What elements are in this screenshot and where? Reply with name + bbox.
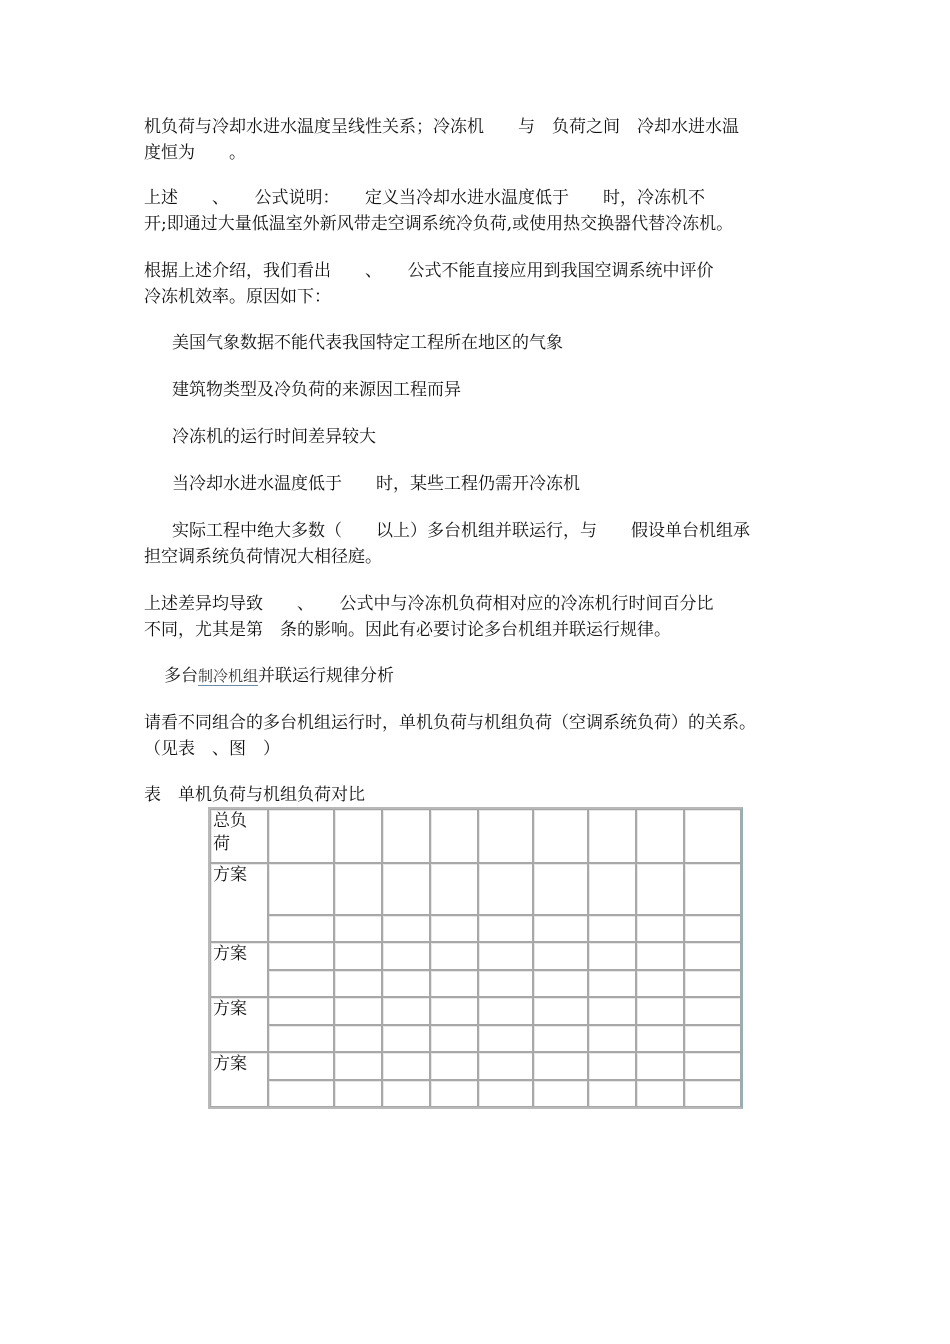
paragraph-2-line-1: 上述 、 公式说明： 定义当冷却水进水温度低于 时，冷冻机不 bbox=[144, 188, 705, 208]
table-row bbox=[210, 1080, 741, 1107]
reason-item-5-line-2: 担空调系统负荷情况大相径庭。 bbox=[144, 547, 382, 567]
table-cell bbox=[588, 1080, 636, 1107]
reason-item-3: 冷冻机的运行时间差异较大 bbox=[172, 427, 376, 447]
table-cell bbox=[533, 997, 588, 1025]
table-cell bbox=[478, 1080, 534, 1107]
table-cell bbox=[478, 942, 534, 970]
table-cell bbox=[334, 942, 382, 970]
table-cell bbox=[588, 997, 636, 1025]
table-cell bbox=[334, 997, 382, 1025]
table-row bbox=[210, 1025, 741, 1052]
table-cell bbox=[533, 1025, 588, 1052]
table-cell bbox=[382, 915, 430, 942]
table-cell bbox=[268, 1052, 334, 1080]
table-cell bbox=[268, 915, 334, 942]
table-cell bbox=[533, 970, 588, 997]
table-cell bbox=[588, 915, 636, 942]
table-cell bbox=[636, 942, 684, 970]
scheme-4-header: 方案 bbox=[210, 1052, 268, 1107]
table-row bbox=[210, 915, 741, 942]
table-cell bbox=[382, 809, 430, 863]
paragraph-5-line-1: 请看不同组合的多台机组运行时，单机负荷与机组负荷（空调系统负荷）的关系。 bbox=[144, 713, 756, 733]
paragraph-4-line-2: 不同，尤其是第 条的影响。因此有必要讨论多台机组并联运行规律。 bbox=[144, 620, 671, 640]
table-cell bbox=[636, 1080, 684, 1107]
table-cell bbox=[334, 970, 382, 997]
reason-item-1: 美国气象数据不能代表我国特定工程所在地区的气象 bbox=[172, 333, 563, 353]
table-cell bbox=[430, 970, 478, 997]
table-cell bbox=[533, 863, 588, 915]
table-cell bbox=[430, 915, 478, 942]
table-cell bbox=[588, 970, 636, 997]
paragraph-1-line-2: 度恒为 。 bbox=[144, 143, 246, 163]
table-row bbox=[210, 809, 741, 863]
table-cell bbox=[478, 1052, 534, 1080]
table-cell bbox=[636, 1025, 684, 1052]
table-cell bbox=[334, 1025, 382, 1052]
table-cell bbox=[478, 997, 534, 1025]
section-heading-suffix: 并联运行规律分析 bbox=[258, 666, 395, 686]
table-cell bbox=[430, 1052, 478, 1080]
table-cell bbox=[684, 970, 741, 997]
table-cell bbox=[533, 1052, 588, 1080]
total-load-label-line-2: 荷 bbox=[213, 834, 230, 854]
table-cell bbox=[268, 1025, 334, 1052]
table-cell bbox=[382, 1080, 430, 1107]
table-cell bbox=[588, 1025, 636, 1052]
table-row bbox=[210, 863, 741, 915]
table-cell bbox=[636, 809, 684, 863]
table-cell bbox=[334, 915, 382, 942]
table-cell bbox=[382, 863, 430, 915]
table-cell bbox=[430, 997, 478, 1025]
paragraph-1-line-1: 机负荷与冷却水进水温度呈线性关系；冷冻机 与 负荷之间 冷却水进水温 bbox=[144, 117, 739, 137]
paragraph-5-line-2: （见表 、图 ） bbox=[144, 739, 280, 759]
table-cell bbox=[684, 1080, 741, 1107]
table-cell bbox=[268, 1080, 334, 1107]
table-cell bbox=[268, 942, 334, 970]
table-cell bbox=[382, 1025, 430, 1052]
table-cell bbox=[334, 809, 382, 863]
paragraph-4-line-1: 上述差异均导致 、 公式中与冷冻机负荷相对应的冷冻机行时间百分比 bbox=[144, 594, 714, 614]
paragraph-3-line-2: 冷冻机效率。原因如下： bbox=[144, 287, 331, 307]
paragraph-3-line-1: 根据上述介绍，我们看出 、 公式不能直接应用到我国空调系统中评价 bbox=[144, 261, 714, 281]
section-heading bbox=[164, 663, 394, 689]
table-cell bbox=[334, 863, 382, 915]
table-cell bbox=[268, 863, 334, 915]
table-row bbox=[210, 942, 741, 970]
table-cell bbox=[588, 1052, 636, 1080]
table-cell bbox=[588, 809, 636, 863]
table-cell bbox=[588, 863, 636, 915]
table-cell bbox=[588, 942, 636, 970]
table-cell bbox=[533, 809, 588, 863]
scheme-2-header: 方案 bbox=[210, 942, 268, 997]
section-heading-prefix: 多台 bbox=[164, 666, 198, 686]
table-cell bbox=[684, 942, 741, 970]
table-cell bbox=[684, 1052, 741, 1080]
table-cell bbox=[478, 809, 534, 863]
table-row bbox=[210, 1052, 741, 1080]
table-cell bbox=[684, 809, 741, 863]
scheme-1-header: 方案 bbox=[210, 863, 268, 942]
table-cell bbox=[430, 863, 478, 915]
table-cell bbox=[334, 1052, 382, 1080]
table-cell bbox=[430, 1025, 478, 1052]
table-cell bbox=[268, 970, 334, 997]
table-cell bbox=[478, 915, 534, 942]
table-cell bbox=[268, 809, 334, 863]
reason-item-2: 建筑物类型及冷负荷的来源因工程而异 bbox=[172, 380, 461, 400]
table-cell bbox=[478, 970, 534, 997]
total-load-label-line-1: 总负 bbox=[213, 811, 247, 831]
table-cell bbox=[334, 1080, 382, 1107]
table-cell bbox=[533, 915, 588, 942]
table-cell bbox=[636, 863, 684, 915]
table-cell bbox=[382, 997, 430, 1025]
table-cell bbox=[533, 942, 588, 970]
table-cell bbox=[636, 915, 684, 942]
table-cell bbox=[636, 1052, 684, 1080]
load-comparison-table bbox=[208, 807, 743, 1109]
table-cell bbox=[478, 1025, 534, 1052]
table-row bbox=[210, 970, 741, 997]
total-load-header bbox=[210, 809, 268, 863]
table-cell bbox=[684, 1025, 741, 1052]
paragraph-2-line-2: 开;即通过大量低温室外新风带走空调系统冷负荷,或使用热交换器代替冷冻机。 bbox=[144, 214, 734, 234]
scheme-3-header: 方案 bbox=[210, 997, 268, 1052]
table-cell bbox=[684, 863, 741, 915]
table-cell bbox=[533, 1080, 588, 1107]
table-cell bbox=[478, 863, 534, 915]
table-cell bbox=[430, 809, 478, 863]
reason-item-4: 当冷却水进水温度低于 时，某些工程仍需开冷冻机 bbox=[172, 474, 580, 494]
reason-item-5-line-1: 实际工程中绝大多数（ 以上）多台机组并联运行，与 假设单台机组承 bbox=[172, 521, 750, 541]
table-cell bbox=[430, 1080, 478, 1107]
table-cell bbox=[382, 1052, 430, 1080]
table-row bbox=[210, 997, 741, 1025]
table-cell bbox=[636, 997, 684, 1025]
table-cell bbox=[430, 942, 478, 970]
table-cell bbox=[268, 997, 334, 1025]
table-caption: 表 单机负荷与机组负荷对比 bbox=[144, 785, 365, 805]
table-cell bbox=[382, 970, 430, 997]
table-cell bbox=[636, 970, 684, 997]
refrigeration-unit-link[interactable]: 制冷机组 bbox=[198, 667, 259, 685]
table-cell bbox=[684, 997, 741, 1025]
table-cell bbox=[382, 942, 430, 970]
table-cell bbox=[684, 915, 741, 942]
